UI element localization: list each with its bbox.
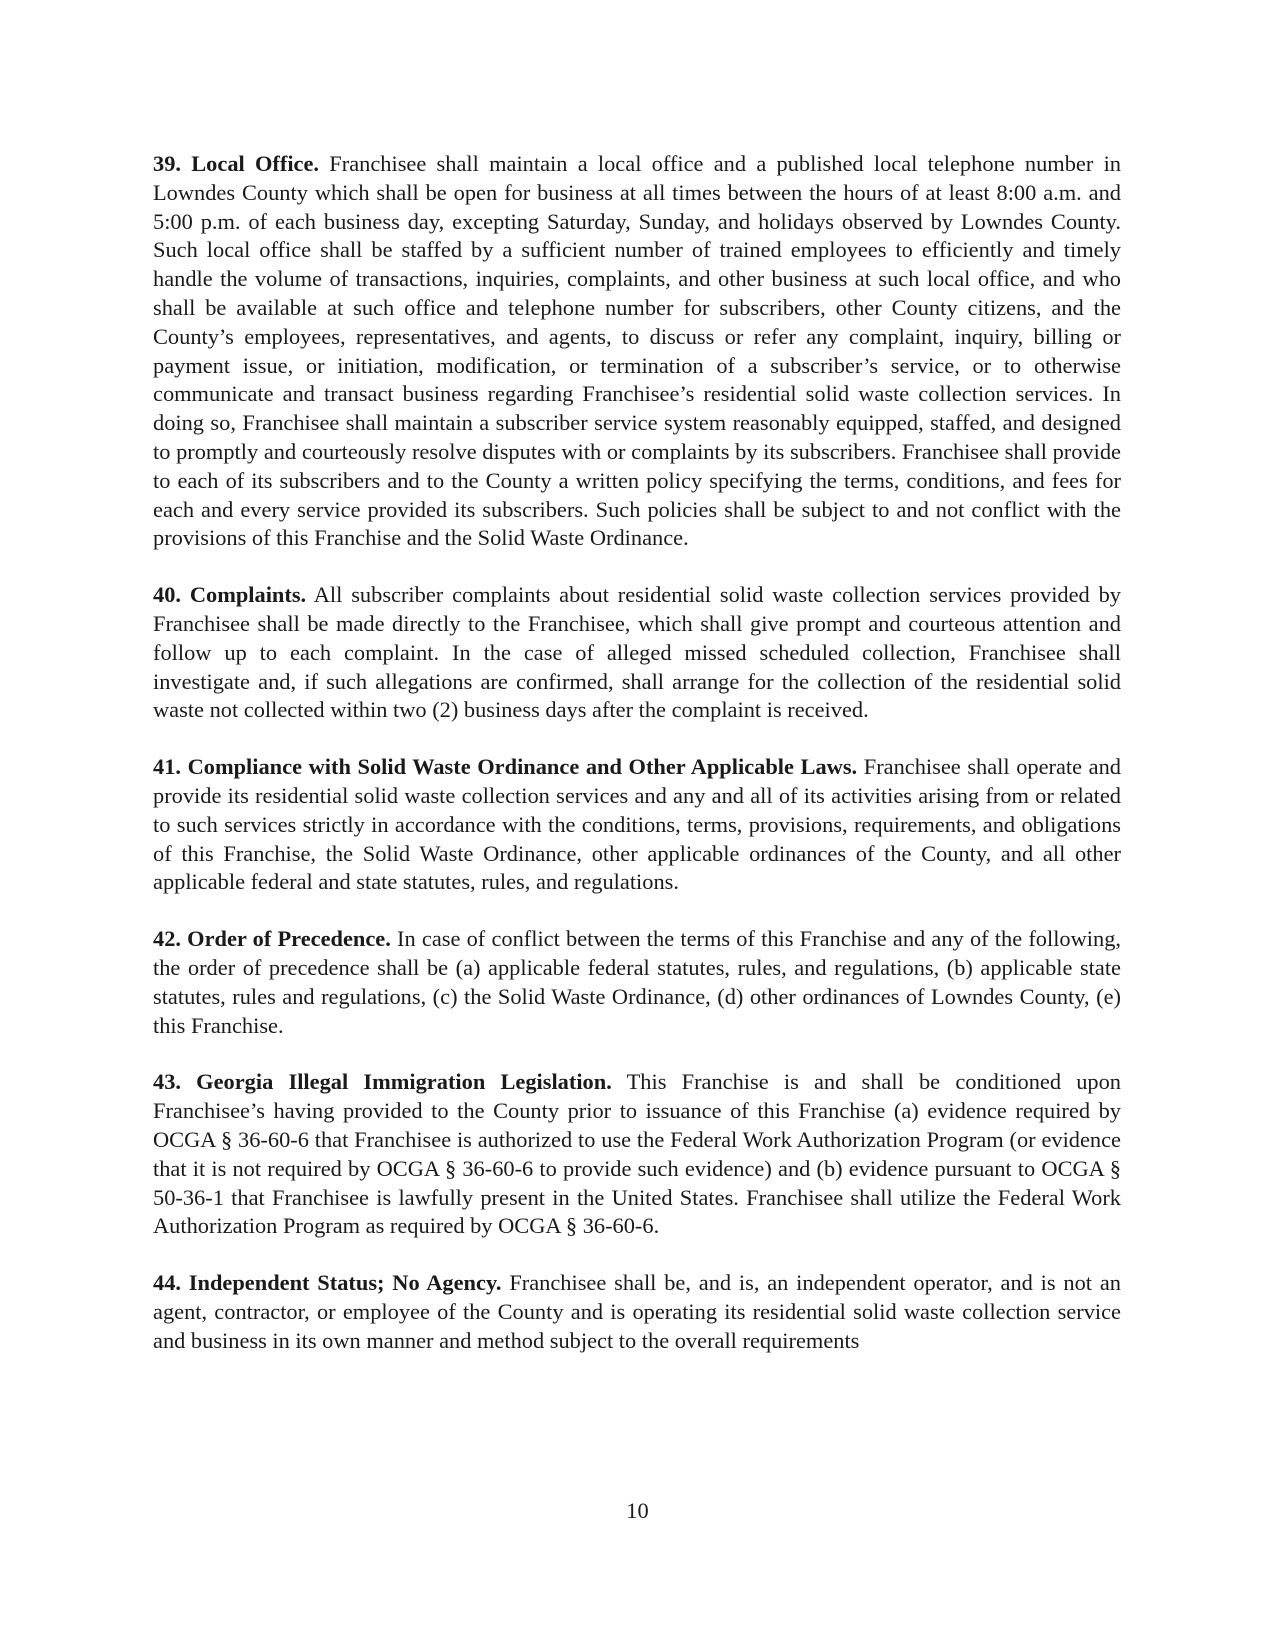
section-heading: 43. Georgia Illegal Immigration Legislation. bbox=[153, 1069, 612, 1095]
section-body: Franchisee shall maintain a local office and a published local telephone number in Lowndes County which shall be open for business at all times between the hours of at least 8:00 a.m. and 5:00 p.m. of each business day, excepting Saturday, Sunday, and holidays observed by Lowndes County. Such local office shall be staffed by a sufficient number of trained employees to efficiently and timely handle the volume of transactions, inquiries, complaints, and other business at such local office, and who shall be available at such office and telephone number for subscribers, other County citizens, and the County’s employees, representatives, and agents, to discuss or refer any complaint, inquiry, billing or payment issue, or initiation, modification, or termination of a subscriber’s service, or to otherwise communicate and transact business regarding Franchisee’s residential solid waste collection services. In doing so, Franchisee shall maintain a subscriber service system reasonably equipped, staffed, and designed to promptly and courteously resolve disputes with or complaints by its subscribers. Franchisee shall provide to each of its subscribers and to the County a written policy specifying the terms, conditions, and fees for each and every service provided its subscribers. Such policies shall be subject to and not conflict with the provisions of this Franchise and the Solid Waste Ordinance. bbox=[153, 151, 1121, 551]
section-heading: 42. Order of Precedence. bbox=[153, 926, 391, 952]
page-number: 10 bbox=[626, 1498, 649, 1523]
section-body: In case of conflict between the terms of this Franchise and any of the following, the order of precedence shall be (a) applicable federal statutes, rules, and regulations, (b) applicable state statutes, rules and regulations, (c) the Solid Waste Ordinance, (d) other ordinances of Lowndes County, (e) this Franchise. bbox=[153, 926, 1121, 1038]
section-body: Franchisee shall be, and is, an independent operator, and is not an agent, contractor, or employee of the County and is operating its residential solid waste collection service and business in its own manner and method subject to the overall requirements bbox=[153, 1270, 1121, 1353]
section-heading: 39. Local Office. bbox=[153, 151, 320, 176]
section-42-order-of-precedence bbox=[153, 925, 1121, 1040]
section-41-compliance bbox=[153, 753, 1121, 897]
section-44-independent-status bbox=[153, 1269, 1121, 1355]
section-heading: 41. Compliance with Solid Waste Ordinance and Other Applicable Laws. bbox=[153, 754, 858, 780]
section-body: All subscriber complaints about residential solid waste collection services provided by Franchisee shall be made directly to the Franchisee, which shall give prompt and courteous attention and follow up to each complaint. In the case of alleged missed scheduled collection, Franchisee shall investigate and, if such allegations are confirmed, shall arrange for the collection of the residential solid waste not collected within two (2) business days after the complaint is received. bbox=[153, 582, 1121, 723]
section-body: This Franchise is and shall be conditioned upon Franchisee’s having provided to the County prior to issuance of this Franchise (a) evidence required by OCGA § 36-60-6 that Franchisee is authorized to use the Federal Work Authorization Program (or evidence that it is not required by OCGA § 36-60-6 to provide such evidence) and (b) evidence pursuant to OCGA § 50-36-1 that Franchisee is lawfully present in the United States. Franchisee shall utilize the Federal Work Authorization Program as required by OCGA § 36-60-6. bbox=[153, 1069, 1121, 1239]
section-body: Franchisee shall operate and provide its residential solid waste collection services and any and all of its activities arising from or related to such services strictly in accordance with the conditions, terms, provisions, requirements, and obligations of this Franchise, the Solid Waste Ordinance, other applicable ordinances of the County, and all other applicable federal and state statutes, rules, and regulations. bbox=[153, 754, 1121, 895]
document-page bbox=[153, 150, 1121, 1383]
section-39-local-office bbox=[153, 150, 1121, 553]
section-heading: 44. Independent Status; No Agency. bbox=[153, 1270, 502, 1296]
section-heading: 40. Complaints. bbox=[153, 582, 307, 608]
section-40-complaints bbox=[153, 581, 1121, 725]
section-43-georgia-immigration bbox=[153, 1068, 1121, 1241]
